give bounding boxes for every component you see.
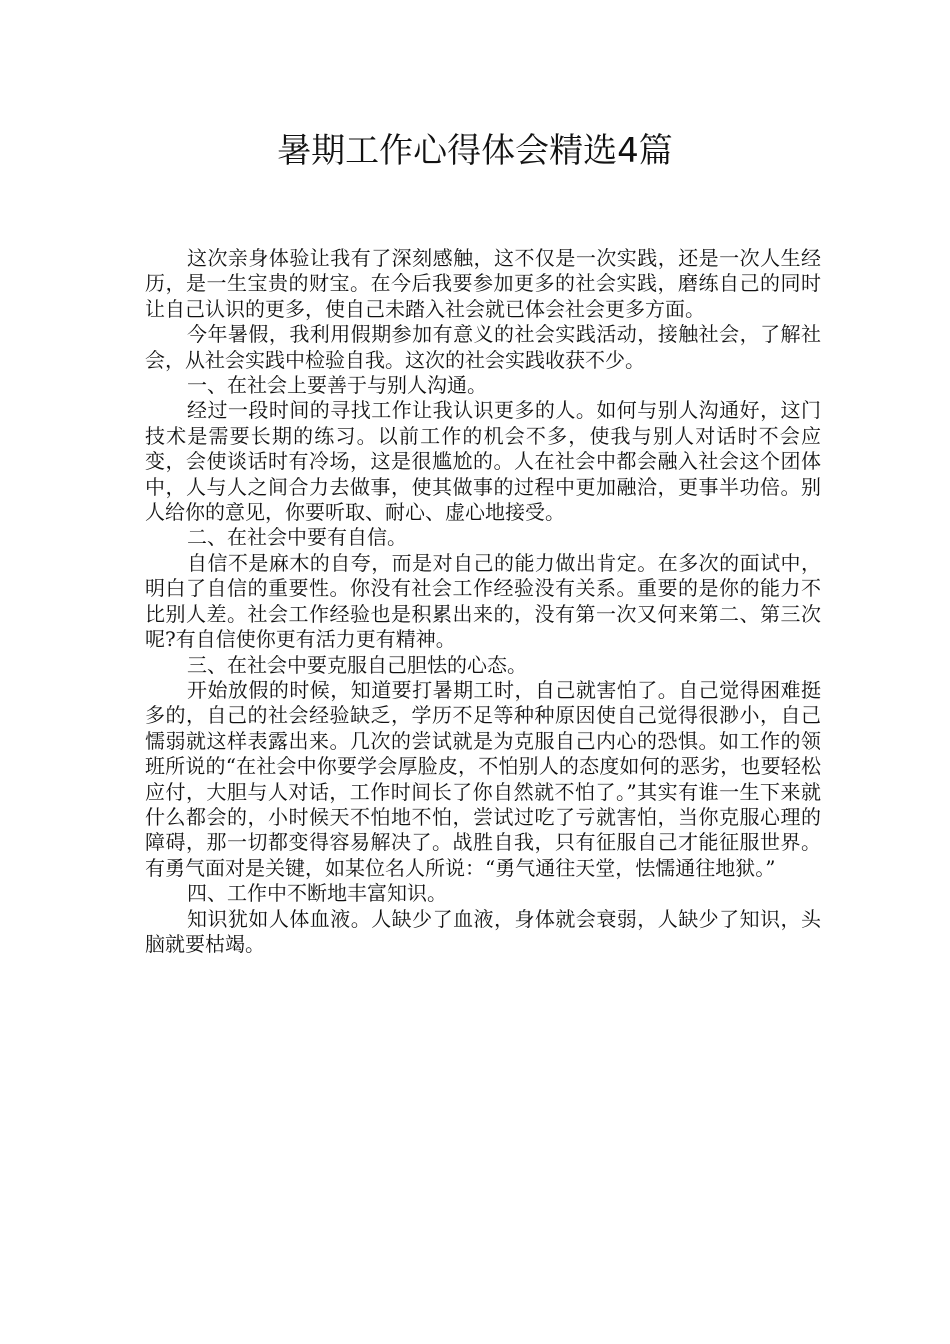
paragraph-2: 今年暑假，我利用假期参加有意义的社会实践活动，接触社会，了解社会，从社会实践中检验自我。这次的社会实践收获不少。 <box>145 322 821 372</box>
paragraph-4: 自信不是麻木的自夸，而是对自己的能力做出肯定。在多次的面试中，明白了自信的重要性。你没有社会工作经验没有关系。重要的是你的能力不比别人差。社会工作经验也是积累出来的，没有第一次又何来第二、第三次呢?有自信使你更有活力更有精神。 <box>145 550 821 652</box>
section-heading-2: 二、在社会中要有自信。 <box>187 525 407 550</box>
document-title: 暑期工作心得体会精选4篇 <box>277 131 673 171</box>
section-heading-1: 一、在社会上要善于与别人沟通。 <box>187 373 487 398</box>
section-heading-4: 四、工作中不断地丰富知识。 <box>187 881 447 906</box>
paragraph-5: 开始放假的时候，知道要打暑期工时，自己就害怕了。自己觉得困难挺多的，自己的社会经验缺乏，学历不足等种种原因使自己觉得很渺小，自己懦弱就这样表露出来。几次的尝试就是为克服自己内心的恐惧。如工作的领班所说的“在社会中你要学会厚脸皮，不怕别人的态度如何的恶劣，也要轻松应付，大胆与人对话，工作时间长了你自然就不怕了。”其实有谁一生下来就什么都会的，小时候天不怕地不怕，尝试过吃了亏就害怕，当你克服心理的障碍，那一切都变得容易解决了。战胜自我，只有征服自己才能征服世界。有勇气面对是关键，如某位名人所说：“勇气通往天堂，怯懦通往地狱。” <box>145 677 821 880</box>
paragraph-3: 经过一段时间的寻找工作让我认识更多的人。如何与别人沟通好，这门技术是需要长期的练习。以前工作的机会不多，使我与别人对话时不会应变，会使谈话时有冷场，这是很尴尬的。人在社会中都会融入社会这个团体中，人与人之间合力去做事，使其做事的过程中更加融洽，更事半功倍。别人给你的意见，你要听取、耐心、虚心地接受。 <box>145 398 821 525</box>
document-body <box>145 246 821 957</box>
paragraph-1: 这次亲身体验让我有了深刻感触，这不仅是一次实践，还是一次人生经历，是一生宝贵的财宝。在今后我要参加更多的社会实践，磨练自己的同时让自己认识的更多，使自己未踏入社会就已体会社会更多方面。 <box>145 246 821 321</box>
paragraph-6: 知识犹如人体血液。人缺少了血液，身体就会衰弱，人缺少了知识，头脑就要枯竭。 <box>145 906 821 956</box>
section-heading-3: 三、在社会中要克服自己胆怯的心态。 <box>187 652 527 677</box>
